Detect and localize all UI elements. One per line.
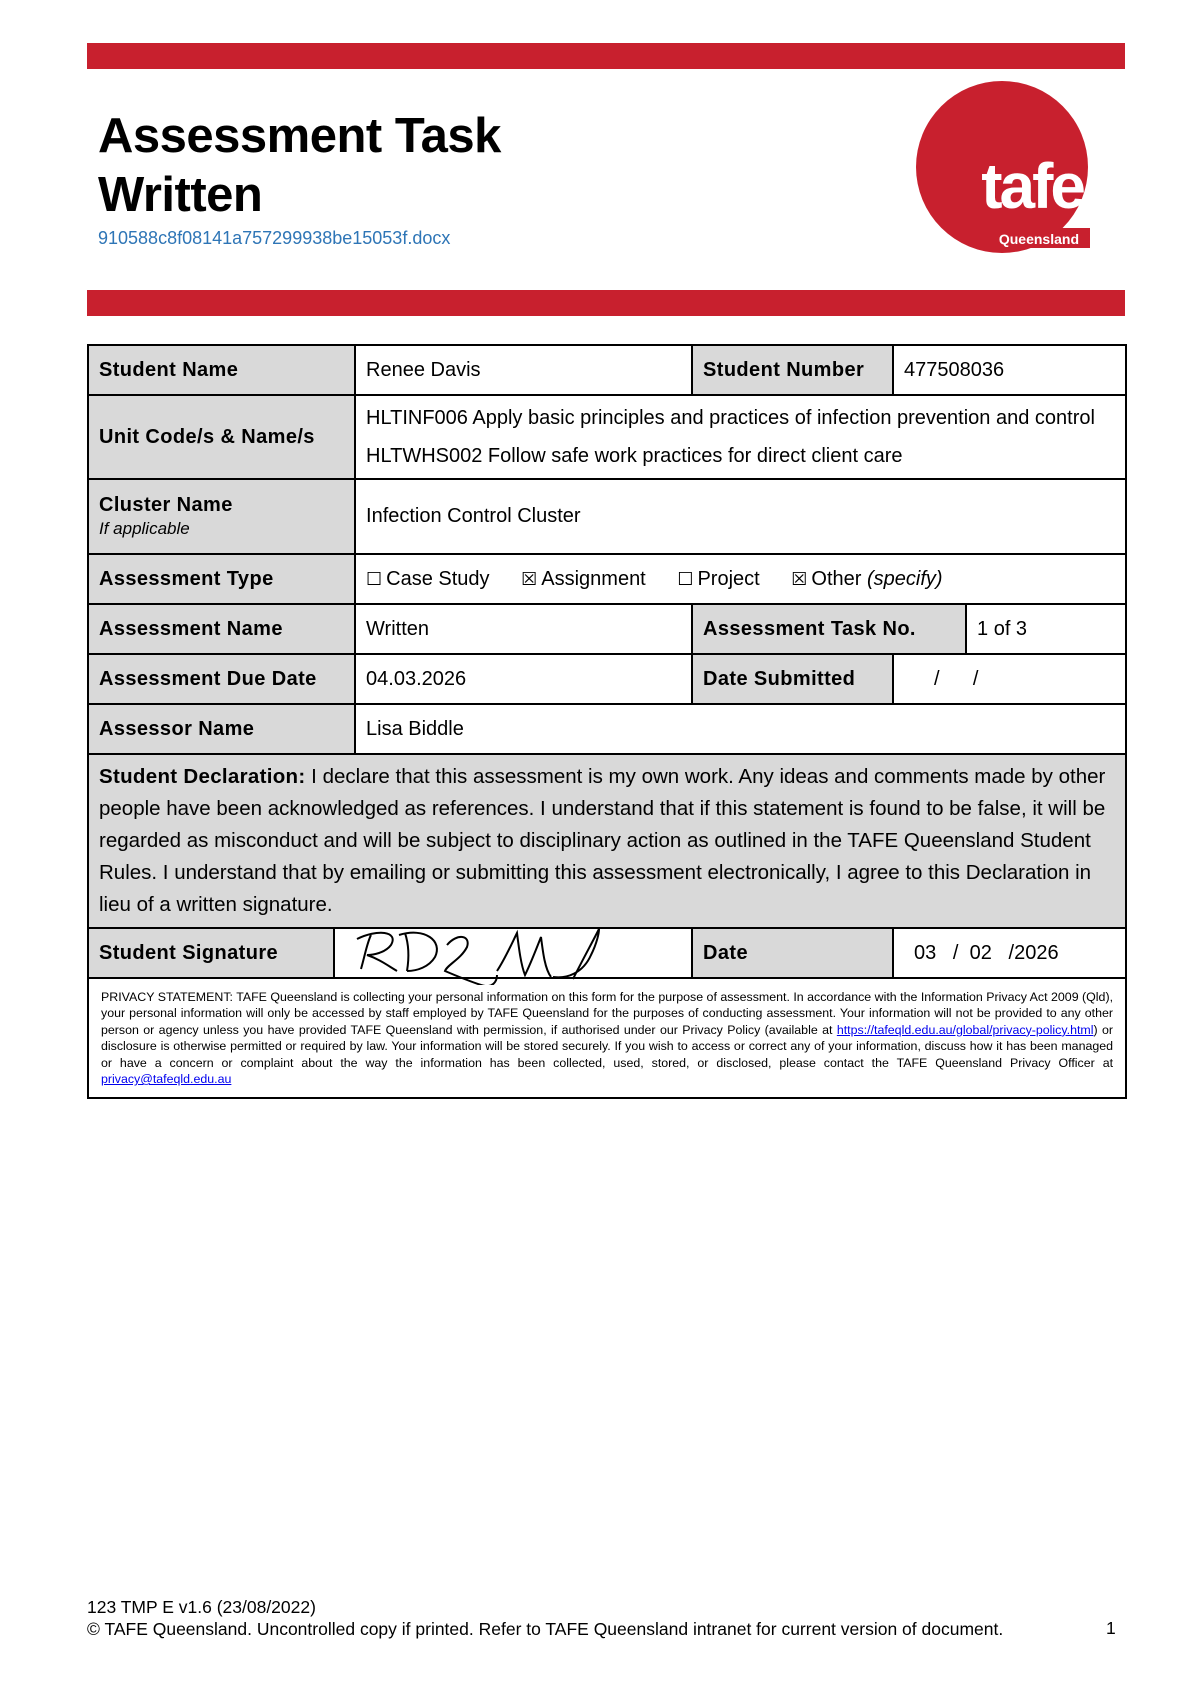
- date-submitted-field[interactable]: / /: [893, 654, 1126, 704]
- checkbox-unchecked-icon: ☐: [366, 568, 383, 590]
- assessment-name-label: Assessment Name: [88, 604, 355, 654]
- declaration-heading: Student Declaration:: [99, 765, 306, 788]
- cluster-name-hint: If applicable: [99, 519, 190, 538]
- unit-codes-label: Unit Code/s & Name/s: [88, 395, 355, 479]
- privacy-email-link[interactable]: privacy@tafeqld.edu.au: [101, 1072, 232, 1087]
- due-date-field[interactable]: 04.03.2026: [355, 654, 692, 704]
- declaration-text: I declare that this assessment is my own work. Any ideas and comments made by other people have been acknowledged as references. I understand that if this statement is found to be false, it will be regarded as misconduct and will be subject to disciplinary action as outlined in the TAFE Queensland Student Rules. I understand that by emailing or submitting this assessment electronically, I agree to this Declaration in lieu of a written signature.: [99, 765, 1106, 916]
- assessment-task-no-label: Assessment Task No.: [692, 604, 966, 654]
- privacy-statement: PRIVACY STATEMENT: TAFE Queensland is collecting your personal information on this form for the purpose of assessment. In accordance with the Information Privacy Act 2009 (Qld), your personal information will only be accessed by staff employed by TAFE Queensland for the purposes of conducting assessment. Your information will not be provided to any other person or agency unless you have provided TAFE Queensland with permission, if authorised under our Privacy Policy (available at https://tafeqld.edu.au/global/privacy-policy.html) or disclosure is otherwise permitted or required by law. Your information will be stored securely. If you wish to access or correct any of your information, discuss how it has been managed or have a concern or complaint about the way the information has been collected, used, stored, or disclosed, please contact the TAFE Queensland Privacy Officer at privacy@tafeqld.edu.au: [88, 978, 1126, 1098]
- handwritten-signature: [347, 925, 617, 985]
- due-date-label: Assessment Due Date: [88, 654, 355, 704]
- signature-date-field[interactable]: 03 / 02 /2026: [893, 928, 1126, 978]
- tafe-queensland-logo: [915, 80, 1090, 255]
- assessor-name-label: Assessor Name: [88, 704, 355, 754]
- document-reference: 123 TMP E v1.6 (23/08/2022): [87, 1597, 316, 1617]
- assessment-type-options: [355, 554, 1126, 604]
- checkbox-unchecked-icon: ☐: [677, 568, 694, 590]
- date-submitted-label: Date Submitted: [692, 654, 893, 704]
- assessment-type-case-study[interactable]: ☐ Case Study: [366, 567, 490, 590]
- student-number-label: Student Number: [692, 345, 893, 395]
- assessment-cover-form: [87, 344, 1127, 1099]
- unit-entry: HLTINF006 Apply basic principles and practices of infection prevention and control: [366, 407, 1095, 429]
- svg-text:Queensland: Queensland: [998, 231, 1079, 247]
- assessor-name-field[interactable]: Lisa Biddle: [355, 704, 1126, 754]
- page-footer: [87, 1596, 1003, 1640]
- assessment-type-project[interactable]: ☐ Project: [677, 567, 760, 590]
- header-top-bar: [87, 43, 1125, 69]
- checkbox-checked-icon: ☒: [791, 568, 808, 590]
- page-subtitle: Written: [98, 168, 263, 222]
- header-bottom-bar: [87, 290, 1125, 316]
- student-signature-field[interactable]: [334, 928, 692, 978]
- signature-date-label: Date: [692, 928, 893, 978]
- unit-codes-field[interactable]: [355, 395, 1126, 479]
- copyright-notice: © TAFE Queensland. Uncontrolled copy if printed. Refer to TAFE Queensland intranet for current version of document.: [87, 1619, 1004, 1639]
- cluster-name-label-text: Cluster Name: [99, 494, 233, 516]
- assessment-task-no-field[interactable]: 1 of 3: [966, 604, 1126, 654]
- privacy-policy-link[interactable]: https://tafeqld.edu.au/global/privacy-policy.html: [836, 1022, 1094, 1037]
- unit-entry: HLTWHS002 Follow safe work practices for direct client care: [366, 445, 903, 467]
- student-signature-label: Student Signature: [88, 928, 334, 978]
- assessment-type-other[interactable]: ☒ Other (specify): [791, 567, 943, 590]
- student-name-label: Student Name: [88, 345, 355, 395]
- cluster-name-label: [88, 479, 355, 554]
- svg-text:tafe: tafe: [981, 150, 1083, 222]
- page-title: Assessment Task: [98, 109, 501, 163]
- student-number-field[interactable]: 477508036: [893, 345, 1126, 395]
- assessment-type-assignment[interactable]: ☒ Assignment: [521, 567, 646, 590]
- document-filename: 910588c8f08141a757299938be15053f.docx: [98, 228, 451, 248]
- page-number: 1: [1106, 1618, 1116, 1638]
- checkbox-checked-icon: ☒: [521, 568, 538, 590]
- student-name-field[interactable]: Renee Davis: [355, 345, 692, 395]
- student-declaration: [88, 754, 1126, 928]
- assessment-name-field[interactable]: Written: [355, 604, 692, 654]
- assessment-type-label: Assessment Type: [88, 554, 355, 604]
- cluster-name-field[interactable]: Infection Control Cluster: [355, 479, 1126, 554]
